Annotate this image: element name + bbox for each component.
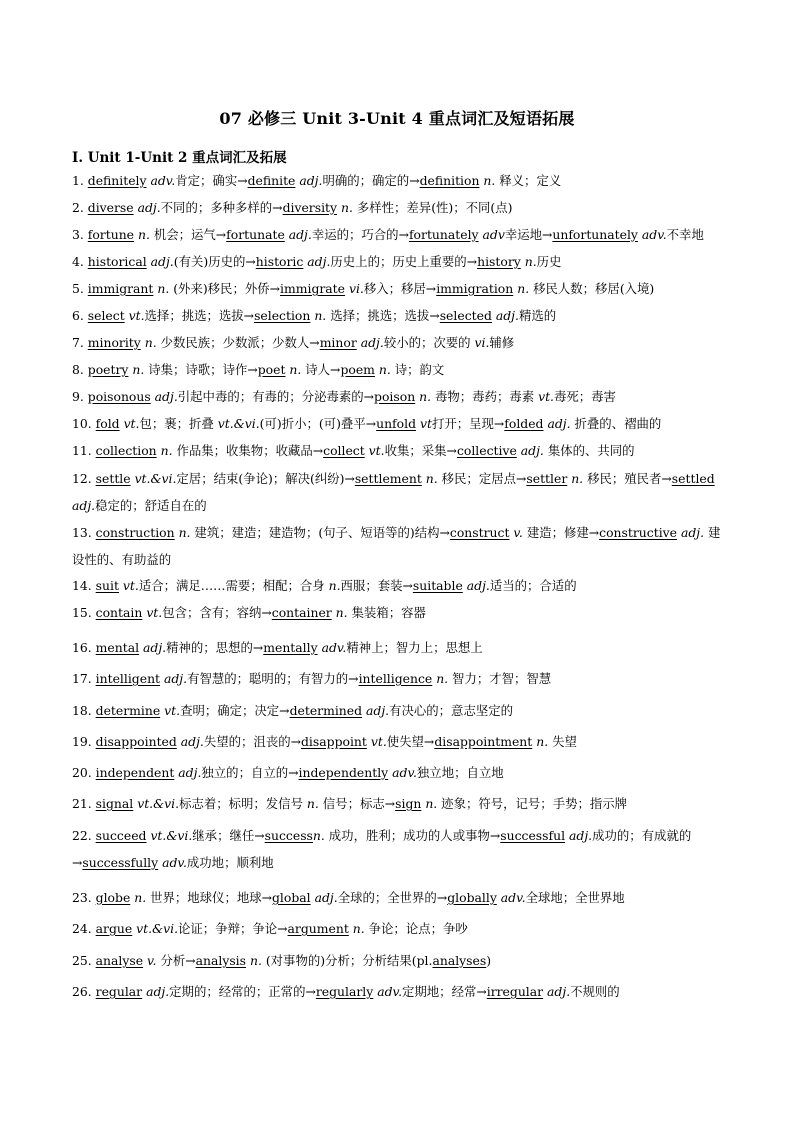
part-of-speech: adj. [314, 890, 338, 905]
headword: fold [95, 416, 120, 431]
part-of-speech: vi. [348, 281, 364, 296]
part-of-speech: n. [249, 953, 262, 968]
definition-text: 移民人数；移居(入境) [529, 281, 655, 296]
entry-number: 25. [72, 953, 96, 968]
entry-number: 21. [72, 796, 96, 811]
definition-text: 不幸地 [666, 227, 704, 242]
entry-number: 10. [72, 416, 96, 431]
definition-text: 论证；争辩；争论→ [178, 921, 288, 936]
headword: argue [95, 921, 133, 936]
definition-text: 历史上的；历史上重要的→ [330, 254, 478, 269]
part-of-speech: vt [419, 416, 432, 431]
headword: minor [319, 335, 357, 350]
headword: folded [504, 416, 544, 431]
headword: mentally [263, 640, 318, 655]
definition-text: 包含；含有；容纳→ [162, 605, 272, 620]
definition-text: 移入；移居→ [363, 281, 437, 296]
headword: historic [255, 254, 304, 269]
part-of-speech: vt. [146, 605, 163, 620]
part-of-speech: adj. [569, 828, 593, 843]
headword: fortune [87, 227, 135, 242]
definition-text: 集装箱；容器 [347, 605, 426, 620]
definition-text: 查明；确定；决定→ [180, 703, 290, 718]
headword: poem [340, 362, 375, 377]
part-of-speech: adj. [307, 254, 331, 269]
definition-text: (外来)移民；外侨→ [169, 281, 281, 296]
entry-number: 19. [72, 734, 96, 749]
vocab-entry [72, 384, 732, 410]
headword: intelligent [95, 671, 161, 686]
vocab-entry [72, 729, 732, 755]
part-of-speech: adj. [154, 389, 178, 404]
part-of-speech: adv. [392, 765, 417, 780]
headword: unfortunately [552, 227, 638, 242]
definition-text: 明确的；确定的→ [322, 173, 420, 188]
part-of-speech: adj. [360, 335, 384, 350]
vocab-entry [72, 330, 732, 356]
definition-text: 幸运的；巧合的→ [311, 227, 409, 242]
headword: poison [374, 389, 416, 404]
headword: diversity [282, 200, 338, 215]
part-of-speech: adj. [146, 984, 170, 999]
definition-text: 释义；定义 [495, 173, 562, 188]
part-of-speech: adv. [162, 855, 187, 870]
part-of-speech: n. [425, 471, 438, 486]
definition-text: 机会；运气→ [149, 227, 227, 242]
vocab-entry [72, 698, 732, 724]
headword: settled [671, 471, 715, 486]
headword: construction [95, 525, 175, 540]
entry-number: 26. [72, 984, 96, 999]
part-of-speech: adv. [641, 227, 667, 242]
definition-text: 少数民族；少数派；少数人→ [156, 335, 320, 350]
vocab-entry [72, 195, 732, 221]
headword: independent [95, 765, 175, 780]
part-of-speech: n. [289, 362, 302, 377]
headword: selected [439, 308, 492, 323]
definition-text: 全球的；全世界的→ [337, 890, 448, 905]
headword: immigrant [87, 281, 154, 296]
headword: disappointment [434, 734, 533, 749]
headword: determined [289, 703, 363, 718]
entry-number: 13. [72, 525, 96, 540]
headword: sign [395, 796, 422, 811]
part-of-speech: n. [378, 362, 391, 377]
definition-text: 收集；采集→ [384, 443, 457, 458]
definition-text: 有决心的；意志坚定的 [389, 703, 514, 718]
definition-text: 全球地；全世界地 [525, 890, 625, 905]
vocab-entry [72, 600, 732, 626]
vocab-entry [72, 822, 732, 876]
headword: poisonous [87, 389, 151, 404]
vocab-entry [72, 222, 732, 248]
headword: fortunately [408, 227, 479, 242]
headword: collect [323, 443, 365, 458]
definition-text: 失望 [548, 734, 577, 749]
vocab-entry [72, 760, 732, 786]
part-of-speech: adv. [321, 640, 347, 655]
entry-number: 23. [72, 890, 96, 905]
definition-text: 迹象；符号，记号；手势；指示牌 [437, 796, 628, 811]
definition-text: 建造；修建→ [522, 525, 600, 540]
headword: global [272, 890, 311, 905]
part-of-speech: adj. [680, 525, 705, 540]
definition-text: 诗集；诗歌；诗作→ [144, 362, 258, 377]
headword: regularly [315, 984, 374, 999]
headword: suit [95, 578, 119, 593]
vocab-entry [72, 666, 732, 692]
part-of-speech: adj. [299, 173, 323, 188]
part-of-speech: vt. [370, 734, 387, 749]
definition-text: 适当的；合适的 [489, 578, 577, 593]
part-of-speech: n. [144, 335, 157, 350]
headword: collection [95, 443, 157, 458]
headword: definite [247, 173, 296, 188]
part-of-speech: vt. [164, 703, 181, 718]
part-of-speech: n. [536, 734, 549, 749]
headword: analysis [195, 953, 247, 968]
part-of-speech: n. [157, 281, 170, 296]
part-of-speech: n. [335, 605, 348, 620]
part-of-speech: n. [328, 578, 341, 593]
entry-number: 24. [72, 921, 96, 936]
headword: definition [419, 173, 480, 188]
definition-text: 分析→ [156, 953, 196, 968]
entry-number: 9. [72, 389, 88, 404]
definition-text: 历史 [536, 254, 562, 269]
part-of-speech: adj. [180, 734, 204, 749]
part-of-speech: adj. [466, 578, 490, 593]
headword: history [477, 254, 521, 269]
definition-text: 世界；地球仪；地球→ [146, 890, 272, 905]
part-of-speech: v. [513, 525, 523, 540]
part-of-speech: adj. [547, 984, 571, 999]
part-of-speech: vt. [368, 443, 385, 458]
vocab-entry [72, 635, 732, 661]
definition-text: 定居；结束(争论)；解决(纠纷)→ [176, 471, 355, 486]
part-of-speech: adj. [520, 443, 544, 458]
vocab-entry [72, 573, 732, 599]
headword: container [271, 605, 332, 620]
entry-number: 16. [72, 640, 96, 655]
vocab-entry [72, 791, 732, 817]
headword: determine [95, 703, 161, 718]
vocab-entry [72, 519, 732, 573]
headword: successful [500, 828, 566, 843]
vocab-entry [72, 885, 732, 911]
headword: analyse [95, 953, 144, 968]
headword: poet [257, 362, 286, 377]
part-of-speech: adj. [366, 703, 390, 718]
definition-text: 西服；套装→ [340, 578, 413, 593]
part-of-speech: n. [137, 227, 150, 242]
part-of-speech: vt.&vi. [217, 416, 260, 431]
part-of-speech: n. [340, 200, 353, 215]
definition-text: 选择；挑选；选拔→ [326, 308, 440, 323]
definition-text: 独立的；自立的→ [201, 765, 299, 780]
part-of-speech: vt. [123, 416, 140, 431]
definition-text: ) [486, 953, 492, 968]
entry-number: 7. [72, 335, 88, 350]
part-of-speech: adv. [377, 984, 403, 999]
part-of-speech: n. [483, 173, 496, 188]
definition-text: 失望的；沮丧的→ [203, 734, 301, 749]
headword: immigration [436, 281, 514, 296]
part-of-speech: n. [524, 254, 537, 269]
entry-number: 8. [72, 362, 88, 377]
entry-number: 11. [72, 443, 96, 458]
part-of-speech: vt.&vi. [136, 921, 179, 936]
part-of-speech: adv [482, 227, 505, 242]
part-of-speech: n. [425, 796, 438, 811]
definition-text: 幸运地→ [504, 227, 553, 242]
headword: globe [95, 890, 131, 905]
vocab-entry [72, 303, 732, 329]
part-of-speech: n. [314, 308, 327, 323]
part-of-speech: n. [436, 671, 449, 686]
part-of-speech: adv. [150, 173, 176, 188]
part-of-speech: adj. [547, 416, 571, 431]
definition-text: 诗；韵文 [390, 362, 445, 377]
headword: selection [254, 308, 311, 323]
definition-text: 标志着；标明；发信号 [179, 796, 307, 811]
definition-text: (对事物的)分析；分析结果(pl. [261, 953, 433, 968]
definition-text: 智力；才智；智慧 [448, 671, 552, 686]
part-of-speech: n. [160, 443, 173, 458]
vocab-entry [72, 411, 732, 437]
part-of-speech: n. [306, 796, 319, 811]
headword: contain [95, 605, 143, 620]
headword: signal [95, 796, 134, 811]
entry-number: 17. [72, 671, 96, 686]
entry-number: 20. [72, 765, 96, 780]
vocab-entry [72, 276, 732, 302]
definition-text: 辅修 [489, 335, 515, 350]
definition-text: 多样性；差异(性)；不同(点) [352, 200, 513, 215]
part-of-speech: n. [517, 281, 530, 296]
definition-text: 不规则的 [570, 984, 620, 999]
headword: analyses [432, 953, 487, 968]
definition-text: 打开；呈现→ [431, 416, 505, 431]
part-of-speech: vt. [538, 389, 554, 404]
vocab-entry [72, 979, 732, 1005]
part-of-speech: adj. [143, 640, 167, 655]
entry-number: 18. [72, 703, 96, 718]
entry-number: 6. [72, 308, 88, 323]
headword: select [87, 308, 125, 323]
definition-text: 精神上；智力上；思想上 [346, 640, 483, 655]
definition-text: 稳定的；舒适自在的 [95, 498, 207, 513]
headword: suitable [412, 578, 463, 593]
part-of-speech: n. [312, 828, 325, 843]
entry-number: 1. [72, 173, 88, 188]
definition-text: 精选的 [518, 308, 557, 323]
part-of-speech: adj. [178, 765, 202, 780]
part-of-speech: v. [147, 953, 157, 968]
definition-text: (可)折小；(可)叠平→ [259, 416, 377, 431]
part-of-speech: n. [571, 471, 584, 486]
part-of-speech: n. [352, 921, 365, 936]
vocab-entry [72, 357, 732, 383]
headword: constructive [599, 525, 677, 540]
headword: regular [95, 984, 143, 999]
definition-text: 选择；挑选；选拔→ [144, 308, 255, 323]
definition-text: 定期的；经常的；正常的→ [169, 984, 316, 999]
part-of-speech: vt.&vi. [134, 471, 177, 486]
vocab-entry [72, 916, 732, 942]
entry-number: 15. [72, 605, 96, 620]
headword: argument [287, 921, 349, 936]
headword: diverse [87, 200, 134, 215]
headword: disappointed [95, 734, 177, 749]
vocab-entry [72, 948, 732, 974]
part-of-speech: adj. [495, 308, 519, 323]
part-of-speech: adj. [72, 498, 96, 513]
definition-text: 集体的、共同的 [543, 443, 635, 458]
vocab-entry [72, 249, 732, 275]
part-of-speech: adj. [163, 671, 188, 686]
definition-text: 作品集；收集物；收藏品→ [172, 443, 324, 458]
section-heading: I. Unit 1-Unit 2 重点词汇及拓展 [72, 150, 287, 166]
headword: settler [526, 471, 568, 486]
headword: succeed [95, 828, 147, 843]
headword: unfold [376, 416, 416, 431]
definition-text: 成功，胜利；成功的人或事物→ [324, 828, 501, 843]
part-of-speech: vt.&vi. [150, 828, 193, 843]
definition-text: 不同的；多种多样的→ [160, 200, 283, 215]
definition-text: 独立地；自立地 [416, 765, 504, 780]
page-title: 07 必修三 Unit 3-Unit 4 重点词汇及短语拓展 [219, 109, 575, 128]
part-of-speech: n. [132, 362, 145, 377]
headword: settlement [354, 471, 422, 486]
part-of-speech: vi. [474, 335, 490, 350]
part-of-speech: n. [134, 890, 147, 905]
part-of-speech: vt. [128, 308, 145, 323]
definition-text: 移民；殖民者→ [583, 471, 672, 486]
definition-text: 成功地；顺利地 [186, 855, 274, 870]
definition-text: 毒物；毒药；毒素 [431, 389, 539, 404]
part-of-speech: adv. [500, 890, 526, 905]
headword: success [264, 828, 313, 843]
entry-number: 14. [72, 578, 96, 593]
definition-text: 建筑；建造；建造物；(句子、短语等的)结构→ [190, 525, 450, 540]
entry-number: 5. [72, 281, 88, 296]
headword: definitely [87, 173, 147, 188]
definition-text: 使失望→ [386, 734, 435, 749]
definition-text: 毒死；毒害 [554, 389, 616, 404]
definition-text: 适合；满足……需要；相配；合身 [138, 578, 329, 593]
definition-text: 精神的；思想的→ [166, 640, 264, 655]
part-of-speech: adj. [150, 254, 174, 269]
entry-number: 3. [72, 227, 88, 242]
definition-text: 建设性的、有助益的 [72, 525, 721, 567]
part-of-speech: adj. [137, 200, 161, 215]
headword: immigrate [280, 281, 345, 296]
definition-text: 移民；定居点→ [437, 471, 527, 486]
part-of-speech: vt. [122, 578, 139, 593]
entry-number: 2. [72, 200, 88, 215]
part-of-speech: n. [178, 525, 191, 540]
vocab-entry [72, 438, 732, 464]
definition-text: (有关)历史的→ [173, 254, 256, 269]
entry-number: 12. [72, 471, 96, 486]
definition-text: 继承；继任→ [192, 828, 265, 843]
headword: irregular [486, 984, 544, 999]
headword: successfully [82, 855, 159, 870]
headword: historical [87, 254, 147, 269]
entry-number: 22. [72, 828, 96, 843]
definition-text: 诗人→ [301, 362, 341, 377]
definition-text: 较小的；次要的 [383, 335, 475, 350]
definition-text: 引起中毒的；有毒的；分泌毒素的→ [177, 389, 375, 404]
definition-text: 争论；论点；争吵 [364, 921, 468, 936]
headword: mental [95, 640, 140, 655]
vocab-entry [72, 168, 732, 194]
definition-text: 定期地；经常→ [402, 984, 487, 999]
vocab-entry [72, 465, 732, 519]
entry-number: 4. [72, 254, 88, 269]
definition-text: 有智慧的；聪明的；有智力的→ [187, 671, 359, 686]
definition-text: 包；裹；折叠 [139, 416, 218, 431]
part-of-speech: n. [419, 389, 432, 404]
definition-text: 折叠的、褶曲的 [570, 416, 662, 431]
part-of-speech: vt.&vi. [137, 796, 180, 811]
headword: minority [87, 335, 141, 350]
headword: construct [449, 525, 510, 540]
headword: collective [456, 443, 517, 458]
headword: fortunate [226, 227, 285, 242]
headword: disappoint [301, 734, 367, 749]
headword: independently [298, 765, 389, 780]
definition-text: 肯定；确实→ [175, 173, 248, 188]
headword: settle [95, 471, 131, 486]
definition-text: 成功的；有成就的→ [72, 828, 692, 870]
headword: intelligence [358, 671, 433, 686]
headword: poetry [87, 362, 129, 377]
headword: globally [447, 890, 497, 905]
part-of-speech: adj. [288, 227, 312, 242]
definition-text: 信号；标志→ [318, 796, 396, 811]
